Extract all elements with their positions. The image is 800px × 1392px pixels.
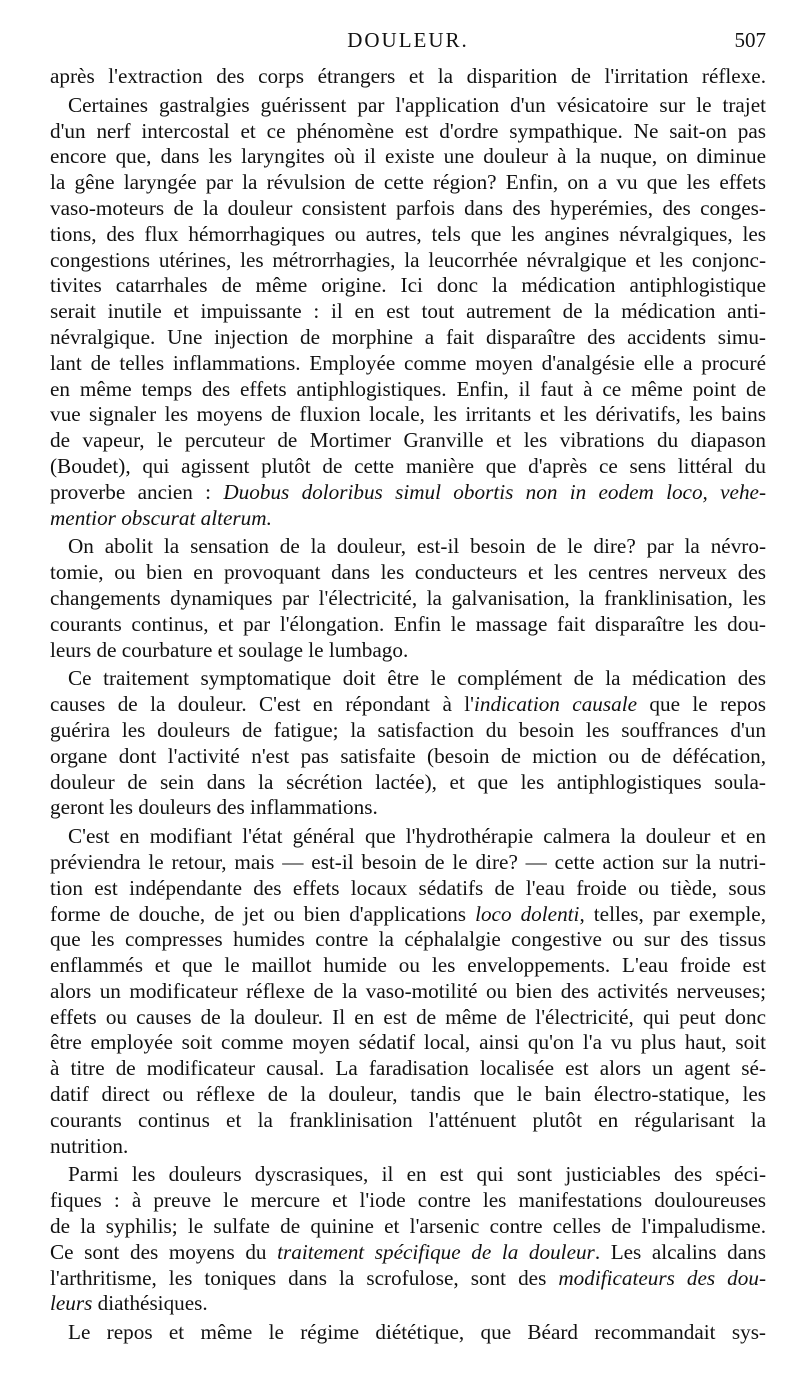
- text-line: douleur de sein dans la sécrétion lactée), et que les antiphlogistiques soula-: [50, 769, 766, 794]
- text-line: tion est indépendante des effets locaux sédatifs de l'eau froide ou tiède, sous: [50, 875, 766, 900]
- text-line: en même temps des effets antiphlogistiques. Enfin, il faut à ce même point de: [50, 376, 766, 401]
- text-line: datif direct ou réflexe de la douleur, tandis que le bain électro-statique, les: [50, 1082, 766, 1107]
- text-line: serait inutile et impuissante : il en est tout autrement de la médication anti-: [50, 299, 766, 324]
- text-line: geront les douleurs des inflammations.: [50, 795, 378, 820]
- text-line: Parmi les douleurs dyscrasiques, il en est qui sont justiciables des spéci-: [68, 1162, 766, 1187]
- text-line: lant de telles inflammations. Employée comme moyen d'analgésie elle a procuré: [50, 350, 766, 375]
- text-line: vue signaler les moyens de fluxion locale, les irritants et les dérivatifs, les bains: [50, 402, 766, 427]
- text-line: de la syphilis; le sulfate de quinine et l'arsenic contre celles de l'impaludisme.: [50, 1214, 766, 1239]
- text-line: l'arthritisme, les toniques dans la scrofulose, sont des modificateurs des dou-: [50, 1265, 767, 1290]
- text-line: névralgique. Une injection de morphine a fait disparaître des accidents simu-: [50, 324, 766, 349]
- text-line: enflammés et que le maillot humide ou les enveloppements. L'eau froide est: [50, 953, 766, 978]
- text-line: causes de la douleur. C'est en répondant à l'indication causale que le repos: [50, 692, 766, 717]
- text-line: leurs diathésiques.: [50, 1291, 208, 1316]
- text-line: fiques : à preuve le mercure et l'iode contre les manifestations douloureuses: [50, 1188, 766, 1213]
- text-line: préviendra le retour, mais — est-il besoin de le dire? — cette action sur la nutri-: [50, 849, 766, 874]
- text-line: courants continus et la franklinisation l'atténuent plutôt en régularisant la: [50, 1107, 766, 1132]
- text-line italic-quote: proverbe ancien : Duobus doloribus simul obortis non in eodem loco, vehe-: [50, 479, 767, 504]
- text-line: nutrition.: [50, 1133, 129, 1158]
- text-line: leurs de courbature et soulage le lumbago.: [50, 637, 409, 662]
- text-line: Ce traitement symptomatique doit être le complément de la médication des: [68, 666, 766, 691]
- text-line: de vapeur, le percuteur de Mortimer Granville et les vibrations du diapason: [50, 428, 766, 453]
- text-line: C'est en modifiant l'état général que l'hydrothérapie calmera la douleur et en: [68, 824, 766, 849]
- text-line: congestions utérines, les métrorrhagies, la leucorrhée névralgique et les conjonc-: [50, 247, 766, 272]
- text-line: forme de douche, de jet ou bien d'applications loco dolenti, telles, par exemple,: [50, 901, 766, 926]
- running-head: [50, 28, 766, 56]
- body-text: [50, 64, 766, 1346]
- text-line: d'un nerf intercostal et ce phénomène est d'ordre sympathique. Ne sait-on pas: [50, 118, 766, 143]
- text-line: encore que, dans les laryngites où il existe une douleur à la nuque, on diminue: [50, 144, 766, 169]
- text-line: Ce sont des moyens du traitement spécifique de la douleur. Les alcalins dans: [50, 1239, 766, 1264]
- text-line: à titre de modificateur causal. La faradisation localisée est alors un agent sé-: [50, 1056, 766, 1081]
- running-title: DOULEUR.: [347, 28, 469, 52]
- text-line: Le repos et même le régime diététique, que Béard recommandait sys-: [68, 1320, 766, 1345]
- text-line: que les compresses humides contre la céphalalgie congestive ou sur des tissus: [50, 927, 766, 952]
- text-line: être employée soit comme moyen sédatif local, ainsi qu'on l'a vu plus haut, soit: [50, 1030, 766, 1055]
- text-line: effets ou causes de la douleur. Il en est de même de l'électricité, qui peut donc: [50, 1004, 766, 1029]
- text-line: changements dynamiques par l'électricité, la galvanisation, la franklinisation, les: [50, 585, 766, 610]
- text-line: vaso-moteurs de la douleur consistent parfois dans des hyperémies, des conges-: [50, 195, 766, 220]
- text-line: tivites catarrhales de même origine. Ici donc la médication antiphlogistique: [50, 273, 766, 298]
- text-line: On abolit la sensation de la douleur, est-il besoin de le dire? par la névro-: [68, 534, 766, 559]
- text-line: guérira les douleurs de fatigue; la satisfaction du besoin les souffrances d'un: [50, 717, 766, 742]
- page-number: 507: [734, 28, 766, 52]
- text-line: alors un modificateur réflexe de la vaso-motilité ou bien des activités nerveuses;: [50, 978, 766, 1003]
- text-line italic-quote: mentior obscurat alterum.: [50, 505, 272, 530]
- text-line: courants continus, et par l'élongation. Enfin le massage fait disparaître les dou-: [50, 611, 766, 636]
- text-line: tomie, ou bien en provoquant dans les conducteurs et les centres nerveux des: [50, 560, 766, 585]
- text-line: (Boudet), qui agissent plutôt de cette manière que d'après ce sens littéral du: [50, 453, 766, 478]
- text-line: Certaines gastralgies guérissent par l'application d'un vésicatoire sur le trajet: [68, 92, 766, 117]
- text-line: tions, des flux hémorrhagiques ou autres, tels que les angines névralgiques, les: [50, 221, 766, 246]
- text-line: la gêne laryngée par la révulsion de cette région? Enfin, on a vu que les effets: [50, 170, 766, 195]
- text-line: organe dont l'activité n'est pas satisfaite (besoin de miction ou de défécation,: [50, 743, 766, 768]
- text-line: après l'extraction des corps étrangers et la disparition de l'irritation réflexe.: [50, 64, 766, 88]
